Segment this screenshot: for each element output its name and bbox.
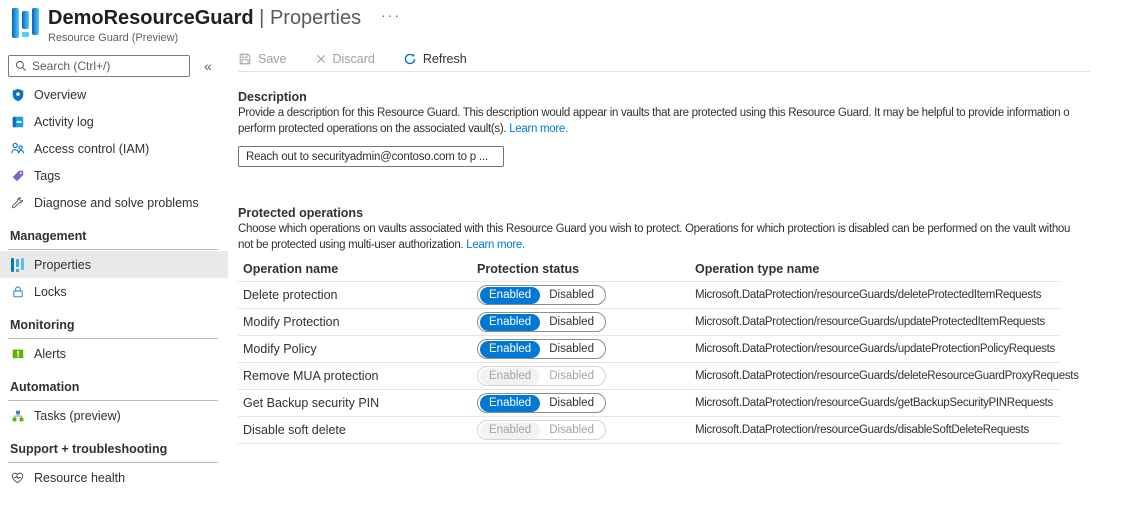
divider bbox=[8, 249, 218, 250]
column-header-protection-status: Protection status bbox=[477, 262, 580, 276]
more-menu-button[interactable]: ··· bbox=[381, 7, 402, 23]
table-row bbox=[238, 336, 1060, 363]
operation-name: Disable soft delete bbox=[243, 423, 346, 437]
sidebar-item-label: Alerts bbox=[34, 346, 66, 361]
description-input[interactable] bbox=[238, 146, 504, 167]
sidebar-item-label: Tags bbox=[34, 168, 61, 183]
resource-name: DemoResourceGuard bbox=[48, 7, 254, 29]
protected-operations-text-line2: not be protected using multi-user authorization. Learn more. bbox=[238, 239, 525, 251]
operation-name: Get Backup security PIN bbox=[243, 396, 380, 410]
column-header-operation-type-name: Operation type name bbox=[695, 262, 820, 276]
operation-name: Modify Protection bbox=[243, 315, 340, 329]
divider bbox=[8, 400, 218, 401]
table-row bbox=[238, 309, 1060, 336]
refresh-button[interactable]: Refresh bbox=[403, 52, 467, 66]
operation-type-name: Microsoft.DataProtection/resourceGuards/deleteProtectedItemRequests bbox=[695, 289, 1042, 301]
journal-icon bbox=[10, 114, 25, 129]
toggle-disabled-option[interactable]: Disabled bbox=[549, 315, 594, 328]
operation-type-name: Microsoft.DataProtection/resourceGuards/disableSoftDeleteRequests bbox=[695, 424, 1029, 436]
title-separator: | bbox=[253, 7, 270, 29]
wrench-icon bbox=[10, 195, 25, 210]
sidebar-item-overview[interactable] bbox=[0, 81, 228, 108]
sidebar-item-label: Overview bbox=[34, 87, 87, 102]
discard-button[interactable]: Discard bbox=[315, 52, 375, 66]
sidebar-item-label: Diagnose and solve problems bbox=[34, 195, 199, 210]
sidebar-item-access-control[interactable] bbox=[0, 135, 228, 162]
toggle-enabled-option[interactable]: Enabled bbox=[480, 422, 540, 439]
command-bar bbox=[238, 52, 1090, 72]
protected-operations-section bbox=[238, 205, 1142, 444]
table-header-row bbox=[238, 257, 1060, 282]
sidebar-item-alerts[interactable] bbox=[0, 340, 228, 367]
sidebar-search-box[interactable] bbox=[8, 55, 190, 77]
toggle-enabled-option[interactable]: Enabled bbox=[480, 368, 540, 385]
sidebar-item-label: Access control (IAM) bbox=[34, 141, 150, 156]
resource-menu-sidebar bbox=[0, 49, 228, 505]
sidebar-group-automation: Automation bbox=[10, 380, 80, 394]
resource-type-label: Resource Guard (Preview) bbox=[48, 32, 179, 44]
protected-operations-text-line1: Choose which operations on vaults associated with this Resource Guard you wish to protect. Operations for which protection is disabled can be performed on the vault withou bbox=[238, 223, 1071, 235]
sidebar-item-label: Activity log bbox=[34, 114, 94, 129]
discard-icon bbox=[315, 53, 327, 65]
sidebar-item-label: Properties bbox=[34, 257, 91, 272]
operation-name: Delete protection bbox=[243, 288, 338, 302]
table-row bbox=[238, 417, 1060, 444]
protection-toggle[interactable] bbox=[477, 285, 606, 305]
sidebar-item-resource-health[interactable] bbox=[0, 464, 228, 491]
save-icon bbox=[238, 52, 252, 66]
sidebar-item-label: Locks bbox=[34, 284, 67, 299]
table-row bbox=[238, 282, 1060, 309]
operation-type-name: Microsoft.DataProtection/resourceGuards/updateProtectedItemRequests bbox=[695, 316, 1046, 328]
sidebar-item-label: Resource health bbox=[34, 470, 126, 485]
sidebar-item-activity-log[interactable] bbox=[0, 108, 228, 135]
sidebar-item-properties[interactable] bbox=[0, 251, 228, 278]
operation-name: Modify Policy bbox=[243, 342, 317, 356]
save-button[interactable]: Save bbox=[238, 52, 287, 66]
divider bbox=[8, 338, 218, 339]
search-icon bbox=[15, 60, 27, 72]
protection-toggle[interactable] bbox=[477, 339, 606, 359]
protection-toggle[interactable] bbox=[477, 393, 606, 413]
description-learn-more-link[interactable]: Learn more. bbox=[509, 123, 568, 135]
column-header-operation-name: Operation name bbox=[243, 262, 339, 276]
protected-operations-table bbox=[238, 257, 1079, 444]
people-icon bbox=[10, 141, 25, 156]
divider bbox=[8, 462, 218, 463]
properties-bars-icon bbox=[10, 257, 25, 272]
protected-operations-heading: Protected operations bbox=[238, 206, 364, 220]
tasks-icon bbox=[10, 408, 25, 423]
page-header bbox=[12, 6, 401, 44]
sidebar-item-diagnose[interactable] bbox=[0, 189, 228, 216]
toggle-enabled-option[interactable]: Enabled bbox=[480, 314, 540, 331]
protection-toggle[interactable] bbox=[477, 366, 606, 386]
operation-type-name: Microsoft.DataProtection/resourceGuards/deleteResourceGuardProxyRequests bbox=[695, 370, 1079, 382]
page-title: Properties bbox=[269, 7, 362, 29]
toggle-disabled-option[interactable]: Disabled bbox=[549, 369, 594, 382]
sidebar-group-support: Support + troubleshooting bbox=[10, 442, 168, 456]
shield-icon bbox=[10, 87, 25, 102]
toggle-enabled-option[interactable]: Enabled bbox=[480, 395, 540, 412]
refresh-icon bbox=[403, 52, 417, 66]
resource-guard-icon bbox=[12, 8, 39, 44]
table-row bbox=[238, 363, 1079, 390]
collapse-sidebar-button[interactable]: « bbox=[204, 58, 212, 74]
description-text-line1: Provide a description for this Resource Guard. This description would appear in vaults that are protected using this Resource Guard. It may be helpful to provide information o bbox=[238, 107, 1070, 119]
description-text-line2: perform protected operations on the associated vault(s). Learn more. bbox=[238, 123, 568, 135]
toggle-disabled-option[interactable]: Disabled bbox=[549, 342, 594, 355]
operation-name: Remove MUA protection bbox=[243, 369, 379, 383]
alert-icon bbox=[10, 346, 25, 361]
sidebar-item-label: Tasks (preview) bbox=[34, 408, 121, 423]
operation-type-name: Microsoft.DataProtection/resourceGuards/getBackupSecurityPINRequests bbox=[695, 397, 1053, 409]
sidebar-item-locks[interactable] bbox=[0, 278, 228, 305]
operation-type-name: Microsoft.DataProtection/resourceGuards/updateProtectionPolicyRequests bbox=[695, 343, 1055, 355]
protection-toggle[interactable] bbox=[477, 420, 606, 440]
sidebar-item-tags[interactable] bbox=[0, 162, 228, 189]
lock-icon bbox=[10, 284, 25, 299]
sidebar-group-monitoring: Monitoring bbox=[10, 318, 75, 332]
search-input[interactable] bbox=[32, 59, 183, 73]
toggle-disabled-option[interactable]: Disabled bbox=[549, 288, 594, 301]
toggle-disabled-option[interactable]: Disabled bbox=[549, 423, 594, 436]
toggle-enabled-option[interactable]: Enabled bbox=[480, 341, 540, 358]
protection-toggle[interactable] bbox=[477, 312, 606, 332]
sidebar-group-management: Management bbox=[10, 229, 87, 243]
description-heading: Description bbox=[238, 90, 307, 104]
heart-pulse-icon bbox=[10, 470, 25, 485]
description-section bbox=[238, 89, 1142, 167]
main-content bbox=[238, 49, 1142, 444]
table-row bbox=[238, 390, 1060, 417]
toggle-enabled-option[interactable]: Enabled bbox=[480, 287, 540, 304]
protected-operations-learn-more-link[interactable]: Learn more. bbox=[466, 239, 525, 251]
sidebar-item-tasks[interactable] bbox=[0, 402, 228, 429]
toggle-disabled-option[interactable]: Disabled bbox=[549, 396, 594, 409]
tag-icon bbox=[10, 168, 25, 183]
